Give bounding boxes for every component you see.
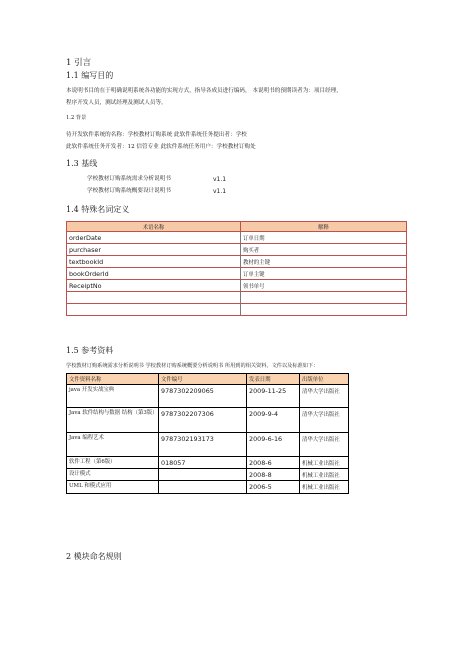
refs-col-name: 文件资料名称 [67, 374, 159, 385]
purpose-paragraph-line-2: 程序开发人员，测试经理及测试人员等。 [66, 100, 167, 106]
references-header-row [67, 374, 349, 385]
refs-col-date: 发表日期 [247, 374, 300, 385]
term-cell [67, 292, 241, 304]
ref-name-cell: Java 软件结构与数据 结构（第3版） [67, 408, 159, 433]
term-cell: orderDate [67, 232, 241, 244]
ref-publisher-cell: 机械工业出版社 [300, 457, 349, 469]
explain-cell: 教材的主键 [241, 256, 407, 268]
ref-date-cell: 2008-6 [247, 457, 300, 469]
refs-col-id: 文件编号 [159, 374, 247, 385]
section-1-2-heading: 1.2 背景 [66, 115, 87, 121]
explain-cell [241, 292, 407, 304]
table-row [67, 232, 407, 244]
ref-publisher-cell: 机械工业出版社 [300, 469, 349, 481]
section-1-4-heading: 1.4 特殊名词定义 [66, 205, 130, 214]
baseline-doc-1: 学校教材订购系统需求分析说明书 [87, 176, 171, 182]
references-intro: 学校教材订购系统需求分析说明书 学校教材订购系统概要分析说明书 所用到的相关资料，文件以及标准如下： [66, 363, 319, 369]
baseline-version-2: v1.1 [213, 188, 227, 195]
table-row [67, 385, 349, 408]
table-row [67, 457, 349, 469]
terms-table [66, 221, 407, 316]
table-row [67, 469, 349, 481]
table-row [67, 256, 407, 268]
terms-col-term: 术语名称 [67, 222, 241, 232]
references-table [66, 373, 349, 494]
ref-name-cell: UML 和模式应用 [67, 481, 159, 494]
ref-publisher-cell: 清华大学出版社 [300, 385, 349, 408]
background-line-1: 待开发软件系统的名称：学校教材订购系统 此软件系统任务提出者：学校 [66, 132, 247, 138]
ref-date-cell: 2006-5 [247, 481, 300, 494]
ref-name-cell: 设计模式 [67, 469, 159, 481]
term-cell [67, 304, 241, 316]
ref-date-cell: 2009-11-25 [247, 385, 300, 408]
table-row [67, 304, 407, 316]
explain-cell: 购买者 [241, 244, 407, 256]
ref-id-cell: 018057 [159, 457, 247, 469]
table-row [67, 481, 349, 494]
ref-id-cell: 9787302209065 [159, 385, 247, 408]
explain-cell: 订单日期 [241, 232, 407, 244]
section-1-1-heading: 1.1 编写目的 [66, 71, 114, 80]
section-2-heading: 2 模块命名规则 [66, 552, 122, 561]
ref-name-cell: Java 编程艺术 [67, 433, 159, 457]
table-row [67, 433, 349, 457]
ref-id-cell [159, 481, 247, 494]
ref-publisher-cell: 清华大学出版社 [300, 408, 349, 433]
baseline-doc-2: 学校教材订购系统概要设计说明书 [87, 188, 171, 194]
section-1-3-heading: 1.3 基线 [66, 159, 98, 168]
ref-id-cell: 9787302193173 [159, 433, 247, 457]
table-row [67, 268, 407, 280]
ref-date-cell: 2008-8 [247, 469, 300, 481]
table-row [67, 280, 407, 292]
ref-date-cell: 2009-6-16 [247, 433, 300, 457]
section-1-heading: 1 引言 [66, 58, 92, 68]
table-row [67, 408, 349, 433]
purpose-paragraph-line-1: 本说明书目的在于明确说明系统各功能的实现方式，指导各成员进行编码， 本说明书的预期读者为：项目经理， [66, 88, 342, 94]
explain-cell: 订单主键 [241, 268, 407, 280]
ref-name-cell: 软件工程（第6版） [67, 457, 159, 469]
term-cell: bookOrderId [67, 268, 241, 280]
term-cell: ReceiptNo [67, 280, 241, 292]
explain-cell [241, 304, 407, 316]
explain-cell: 领书单号 [241, 280, 407, 292]
refs-col-publisher: 出版单位 [300, 374, 349, 385]
table-row [67, 292, 407, 304]
ref-id-cell [159, 469, 247, 481]
terms-header-row [67, 222, 407, 232]
ref-publisher-cell: 机械工业出版社 [300, 481, 349, 494]
term-cell: textbookId [67, 256, 241, 268]
ref-date-cell: 2009-9-4 [247, 408, 300, 433]
ref-publisher-cell: 清华大学出版社 [300, 433, 349, 457]
ref-name-cell: java 开发实战宝典 [67, 385, 159, 408]
section-1-5-heading: 1.5 参考资料 [66, 346, 114, 355]
table-row [67, 244, 407, 256]
term-cell: purchaser [67, 244, 241, 256]
background-line-2: 此软件系统任务开发者：12 信管专业 此软件系统任务用户：学校教材订购处 [66, 144, 256, 150]
ref-id-cell: 9787302207306 [159, 408, 247, 433]
terms-col-explain: 解释 [241, 222, 407, 232]
baseline-version-1: v1.1 [213, 176, 227, 183]
